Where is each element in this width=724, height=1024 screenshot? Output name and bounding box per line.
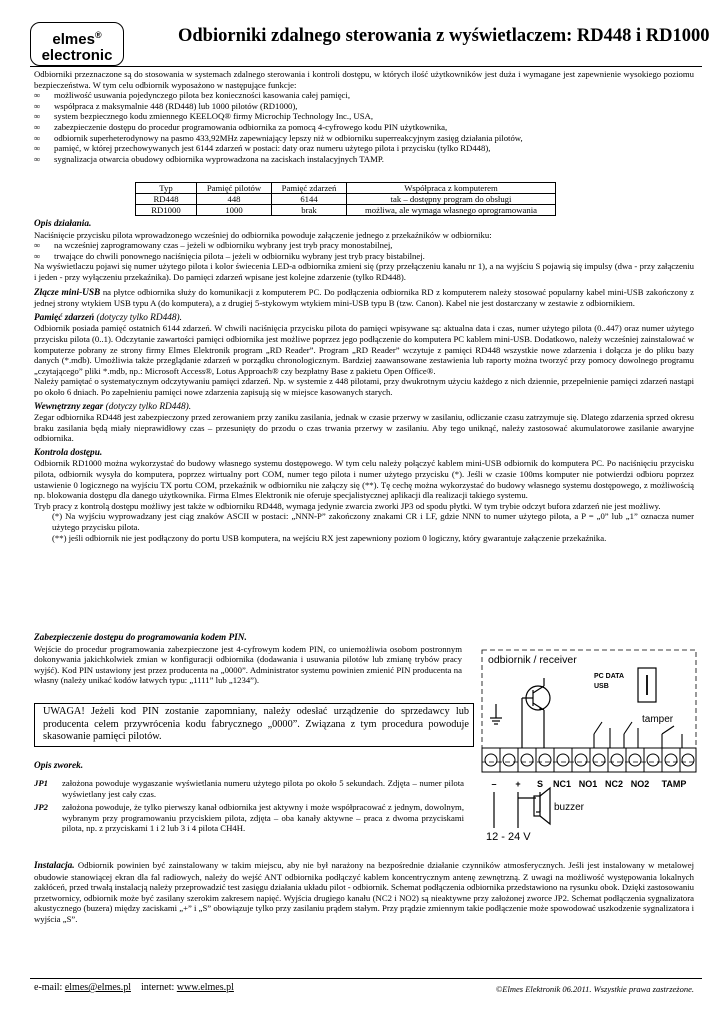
table-cell: 6144: [272, 194, 347, 205]
list-item: ∞ możliwość usuwania pojedynczego pilota bez konieczności kasowania całej pamięci,: [34, 90, 694, 101]
email-link[interactable]: elmes@elmes.pl: [64, 982, 131, 993]
opis-paragraph-2: Na wyświetlaczu pojawi się numer użytego pilota i kolor świecenia LED-a odbiornika zmieni się (przy przełączeniu kanału nr 1), a na wyjściu S pojawią się impulsy (dwa - przy załączeniu i jeden - przy wyłączeniu przekaźnika). Do pamięci zdarzeń wpisane jest kolejne zdarzenie (tylko RD448).: [34, 261, 694, 282]
pin-heading: Zabezpieczenie dostępu do programowania kodem PIN.: [34, 633, 247, 643]
intro-section: [34, 69, 694, 164]
zegar-heading-text: Wewnętrzny zegar: [34, 401, 104, 412]
terminal-label: NC1: [552, 779, 572, 789]
feature-list: [34, 90, 694, 164]
table-cell: możliwa, ale wymaga własnego oprogramowania: [347, 205, 556, 216]
pamiec-note: (dotyczy tylko RD448).: [94, 312, 182, 323]
opis-list: [34, 240, 694, 261]
table-cell: 1000: [197, 205, 272, 216]
pc-data-label: PC DATA: [594, 673, 625, 680]
page-title: Odbiorniki zdalnego sterowania z wyświetlaczem: RD448 i RD1000: [178, 26, 710, 46]
wiring-diagram: [478, 648, 700, 844]
list-item: ∞ odbiornik superheterodynowy na pasmo 433,92MHz zapewniający lepszy niż w odbiorniku superreakcyjnym zasięg działania pilotów,: [34, 133, 694, 144]
instalacja-text: Odbiornik powinien być zainstalowany w takim miejscu, aby nie był narażony na bezpośrednie działanie czynników atmosferycznych. Jeśli jest instalowany w metalowej obudowie stanowiącej ekran dla fal radiowych, należy do wejść ANT odbiornika podłączyć kablem koncentrycznym antenę zewnętrzną. Z uwagi na możliwość występowania lokalnych zakłóceń, przed trwałą instalacją należy przeprowadzić test zasięgu działania układu pilot - odbiornik. Schemat podłączenia odbiornika przedstawiono na rysunku obok. Dzięki zastosowaniu przetwornicy, odbiornik może być zasilany szerokim zakresem napięć. Wyjścia drugiego kanału (NC2 i NO2) są nieaktywne przy założonej zworce JP2. Schemat podłączenia sygnalizatora akustycznego (buzera) między zaciskami „+” i „S” obowiązuje tylko przy zasilaniu prądem stałym. Przy prądzie zmiennym takie podłączenie może spowodować uszkodzenie sygnalizatora i wyjścia „S”.: [34, 860, 694, 924]
opis-heading: Opis działania.: [34, 219, 92, 229]
terminal-label: NO2: [630, 779, 650, 789]
relay-contacts: [594, 722, 682, 748]
email-label: e-mail:: [34, 982, 65, 993]
instalacja-paragraph: [34, 860, 694, 925]
zworki-heading-wrap: [34, 757, 462, 772]
list-item: ∞ system bezpiecznego kodu zmiennego KEELOQ® firmy Microchip Technology Inc., USA,: [34, 111, 694, 122]
kontrola-footnote-2: (**) jeśli odbiornik nie jest podłączony do portu USB komputera, na wejściu RX jest zapewniony poziom 0 logiczny, który gwarantuje załączenie przekaźnika.: [52, 532, 607, 543]
supply-label: 12 - 24 V: [486, 831, 531, 843]
footer-contact: [34, 982, 234, 993]
list-item: ∞ na wcześniej zaprogramowany czas – jeżeli w odbiorniku wybrany jest tryb pracy monostabilnej,: [34, 240, 694, 251]
instalacja-section: [34, 860, 694, 925]
buzzer-label: buzzer: [554, 802, 585, 813]
table-header-cell: Pamięć pilotów: [197, 183, 272, 194]
list-item: ∞ współpraca z maksymalnie 448 (RD448) lub 1000 pilotów (RD1000),: [34, 101, 694, 112]
website-link[interactable]: www.elmes.pl: [176, 982, 234, 993]
transistor-symbol: [522, 678, 550, 748]
jumper-key: JP1: [34, 778, 48, 788]
ground-symbol: [490, 704, 502, 724]
table-header-cell: Typ: [136, 183, 197, 194]
logo-line1: elmes: [52, 31, 95, 48]
mini-usb-paragraph: [34, 287, 694, 309]
receiver-label: odbiornik / receiver: [488, 654, 577, 666]
tamper-label: tamper: [642, 714, 674, 725]
footer-copyright: ©Elmes Elektronik 06.2011. Wszystkie prawa zastrzeżone.: [495, 984, 694, 994]
table-cell: 448: [197, 194, 272, 205]
warning-box: UWAGA! Jeżeli kod PIN zostanie zapomniany, należy odesłać urządzenie do sprzedawcy lub producenta celem przywrócenia kodu fabrycznego „0000”. Związana z tym procedura powoduje skasowanie pamięci pilotów.: [34, 703, 474, 747]
table-cell: RD448: [136, 194, 197, 205]
table-cell: tak – dostępny program do obsługi: [347, 194, 556, 205]
footer-divider: [30, 978, 702, 979]
terminal-label: NO1: [578, 779, 598, 789]
terminal-block: [482, 748, 696, 772]
zegar-paragraph: Zegar odbiornika RD448 jest zabezpieczony przed zerowaniem przy zaniku zasilania, jednak w czasie przerwy w zasilaniu, odliczanie czasu zatrzymuje się. Dlatego zdarzenia sprzed okresu braku zasilania będą miały nieprawidłowy czas – przesunięty do przodu o czas trwania przerwy w zasilaniu. Aby tego uniknąć, należy zastosować akumulatorowe zasilanie awaryjne odbiornika.: [34, 412, 694, 444]
instalacja-heading: Instalacja.: [34, 861, 75, 871]
jumper-jp1: [34, 778, 464, 799]
jumper-key: JP2: [34, 802, 48, 812]
intro-paragraph: Odbiorniki przeznaczone są do stosowania w systemach zdalnego sterowania i kontroli dostępu, w których ilość użytkowników jest duża i wymagane jest zapewnienie wysokiego poziomu bezpieczeństwa. W tym celu odbiornik wyposażono w następujące funkcje:: [34, 69, 694, 90]
spec-table: [135, 182, 556, 216]
terminal-label: TAMP: [661, 779, 687, 789]
pamiec-paragraph-1: Odbiornik posiada pamięć ostatnich 6144 zdarzeń. W chwili naciśnięcia przycisku pilota do pamięci wpisywane są: aktualna data i czas, numer użytego pilota (0..447) oraz numer użytego przycisku pilota (0..1). Odczytanie zawartości pamięci odbiornika jest możliwe poprzez jego podłączenie do komputera PC kablem mini-USB. Dodatkowo, należy wcześniej zainstalować w komputerze pobrany ze strony firmy Elmes Elektronik program „RD Reader”. Program „RD Reader” wczytuje z pamięci RD448 wszystkie nowe zdarzenia i dołącza je do pliku bazy danych (*.mdb). Umożliwia także przeglądanie zdarzeń w porządku chronologicznym. Bardziej zaawansowane zestawienia lub raporty można tworzyć przy pomocy dowolnego programu „czytającego” pliki *.mdb, np.: Microsoft Access®, Lotus Approach® czy bezpłatny Base z pakietu Open Office®.: [34, 323, 694, 376]
mini-usb-text: na płytce odbiornika służy do komunikacji z komputerem PC. Do podłączenia odbiornika RD z komputerem należy stosować popularny kabel mini-USB zakończony z jednej strony wtykiem USB typu A (do komputera), a z drugiej 5-stykowym wtykiem mini-USB typu B (tzw. Canon). Kabel nie jest dostarczany w zestawie z odbiornikiem.: [34, 286, 694, 309]
table-row: [136, 194, 556, 205]
terminal-label: +: [515, 779, 521, 789]
pamiec-heading: [34, 313, 694, 324]
internet-label: internet:: [140, 982, 177, 993]
table-row: [136, 205, 556, 216]
supply-wiring: [494, 792, 540, 828]
list-item: ∞ sygnalizacja otwarcia obudowy odbiornika wyprowadzona na zaciskach instalacyjnych TAMP.: [34, 154, 694, 165]
table-header-cell: Współpraca z komputerem: [347, 183, 556, 194]
usb-label: USB: [594, 683, 609, 690]
zegar-note: (dotyczy tylko RD448).: [103, 401, 192, 412]
receiver-housing: [482, 650, 696, 762]
pamiec-paragraph-2: Należy pamiętać o systematycznym odczytywaniu pamięci zdarzeń. Np. w systemie z 448 pilotami, przy dwukrotnym użyciu każdego z nich dziennie, przepełnienie pamięci zdarzeń nastąpi po około 6 dniach. Po zapełnieniu pamięci nowe zdarzenia zapisują się w miejsce kasowanych starych.: [34, 376, 694, 397]
pin-section: [34, 633, 462, 686]
terminal-label: –: [491, 779, 497, 789]
pamiec-heading-text: Pamięć zdarzeń: [34, 312, 95, 323]
jumper-jp2: [34, 802, 464, 834]
pin-paragraph: Wejście do procedur programowania zabezpieczone jest 4-cyfrowym kodem PIN, co uniemożliwia osobom postronnym dokonywania jakichkolwiek zmian w konfiguracji odbiornika (dodawania i usuwania pilotów lub zmianę trybów pracy wyjść). Kod PIN ustawiony jest przez producenta na „0000”. Administrator systemu powinien zmienić PIN producenta na własny (należy unikać kodów łatwych typu: „1111” lub „1234”).: [34, 643, 462, 686]
zworki-heading: Opis zworek.: [34, 761, 84, 771]
list-item: ∞ trwające do chwili ponownego naciśnięcia pilota – jeżeli w odbiorniku wybrany jest tryb pracy bistabilnej.: [34, 251, 694, 262]
terminal-label: NC2: [604, 779, 624, 789]
main-body: [34, 219, 694, 543]
table-header-row: [136, 183, 556, 194]
table-header-cell: Pamięć zdarzeń: [272, 183, 347, 194]
kontrola-paragraph-2: Tryb pracy z kontrolą dostępu możliwy jest także w odbiorniku RD448, wymaga jedynie zwarcia zworki JP3 od spodu płytki. W tym trybie odczyt bufora zdarzeń nie jest możliwy.: [34, 500, 661, 511]
terminal-label: S: [536, 779, 544, 789]
header-divider: [30, 66, 702, 67]
table-cell: RD1000: [136, 205, 197, 216]
mini-usb-heading: Złącze mini-USB: [34, 287, 101, 298]
jumper-text: założona powoduje wygaszanie wyświetlania numeru użytego pilota po około 5 sekundach. Zdjęta – numer pilota wyświetlany jest cały czas.: [62, 778, 464, 799]
kontrola-footnote-1: (*) Na wyjściu wyprowadzany jest ciąg znaków ASCII w postaci: „NNN-P” zakończony znakami CR i LF, gdzie NNN to numer użytego pilota, a P = „0” lub „1” oznacza numer użytego przycisku pilota.: [52, 511, 694, 533]
opis-paragraph-1: Naciśnięcie przycisku pilota wprowadzonego wcześniej do odbiornika powoduje załączenie jednego z przekaźników w odbiorniku:: [34, 229, 492, 240]
buzzer-icon: [534, 788, 550, 824]
table-cell: brak: [272, 205, 347, 216]
elmes-logo: [30, 22, 124, 66]
jumper-text: założona powoduje, że tylko pierwszy kanał odbiornika jest aktywny i może współpracować z jednym, dowolnym, wybranym przy programowaniu przyciskiem pilota, zdjęta – oba kanały aktywne – praca z dwoma przyciskami pilota, np. z przyciskami 1 i 2 lub 3 i 4 pilota CH4H.: [62, 802, 464, 834]
logo-reg-mark: ®: [94, 30, 102, 40]
zegar-heading: [34, 402, 694, 413]
kontrola-heading: Kontrola dostępu.: [34, 447, 103, 458]
list-item: ∞ zabezpieczenie dostępu do procedur programowania odbiornika za pomocą 4-cyfrowego kodu PIN użytkownika,: [34, 122, 694, 133]
logo-line2: electronic: [41, 47, 113, 64]
list-item: ∞ pamięć, w której przechowywanych jest 6144 zdarzeń w postaci: daty oraz numeru użytego pilota i przycisku (tylko RD448),: [34, 143, 694, 154]
kontrola-paragraph-1: Odbiornik RD1000 można wykorzystać do budowy własnego systemu dostępowego. W tym celu należy połączyć kablem mini-USB odbiornik do komputera PC. Po naciśnięciu przycisku pilota, odbiornik wysyła do komputera, poprzez wirtualny port COM, numer tego pilota i numer użytego przycisku (*). Jeśli w czasie 100ms komputer nie potwierdzi odbioru poprzez ustawienie 0 logicznego na wyjściu TX portu COM, przekaźnik w odbiorniku nie załączy się (**). Tę cechę można wykorzystać do budowy własnego systemu dostępowego, z możliwością np. blokowania dostępu dla danego użytkownika. Firma Elmes Elektronik nie oferuje specjalistycznej aplikacji dla realizacji takiego systemu.: [34, 458, 694, 501]
